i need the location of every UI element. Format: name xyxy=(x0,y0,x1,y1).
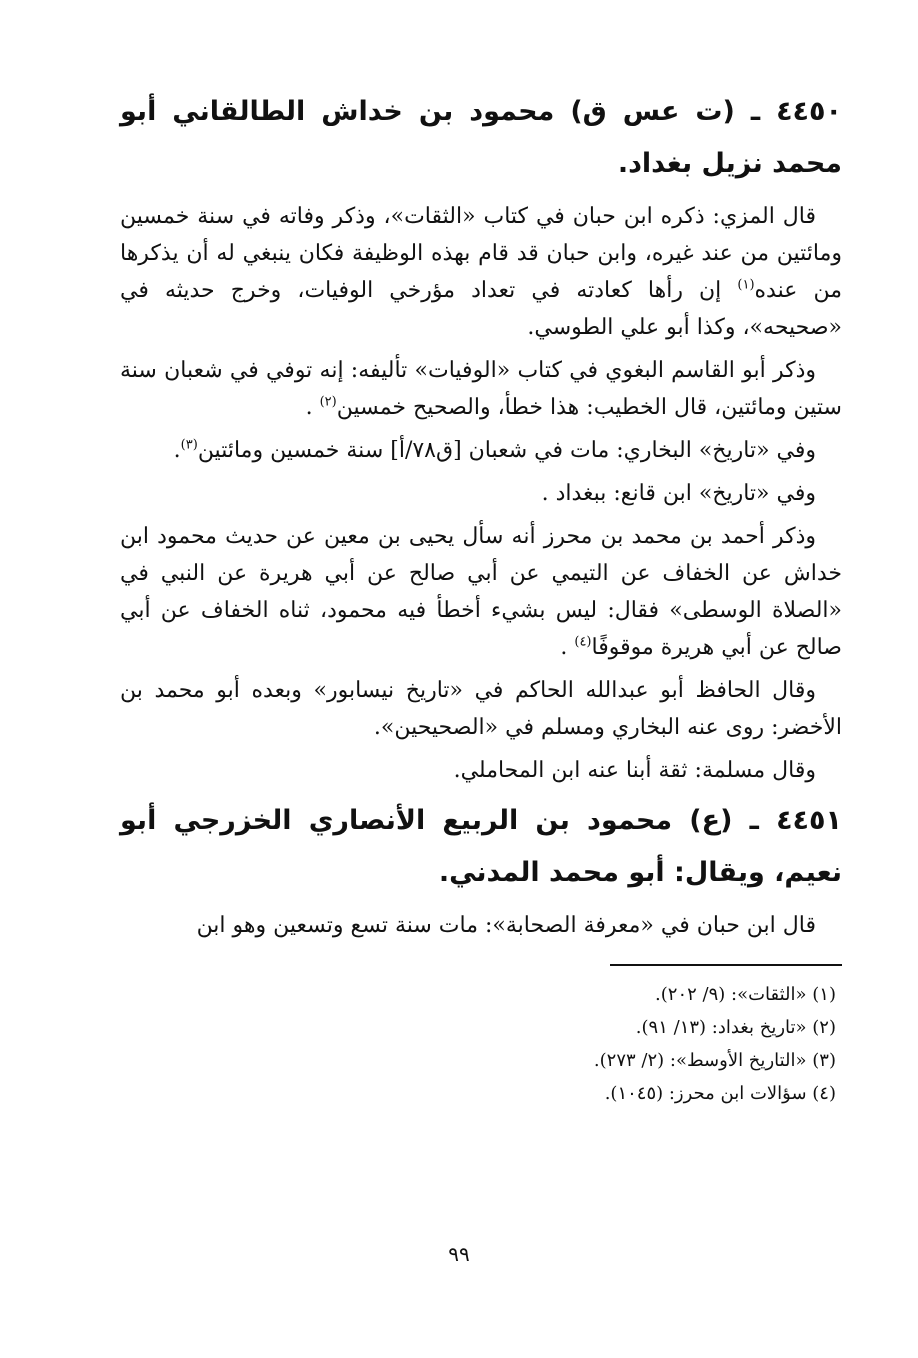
entry-heading: ٤٤٥٠ ـ (ت عس ق) محمود بن خداش الطالقاني أبو محمد نزيل بغداد. xyxy=(120,96,842,179)
footnote-item: (١) «الثقات»: (٩/ ٢٠٢). xyxy=(655,984,836,1005)
paragraph: وقال مسلمة: ثقة أبنا عنه ابن المحاملي. xyxy=(453,758,816,783)
paragraph: قال ابن حبان في «معرفة الصحابة»: مات سنة تسع وتسعين وهو ابن xyxy=(196,913,816,938)
entry-heading: ٤٤٥١ ـ (ع) محمود بن الربيع الأنصاري الخزرجي أبو نعيم، ويقال: أبو محمد المدني. xyxy=(120,805,842,888)
paragraph: وذكر أحمد بن محمد بن محرز أنه سأل يحيى بن معين عن حديث محمود ابن خداش عن الخفاف عن التيمي عن أبي صالح عن أبي هريرة عن النبي في «الصلاة الوسطى» فقال: ليس بشيء أخطأ فيه محمود، ثناه الخفاف عن أبي صالح عن أبي هريرة موقوفًا$^{(٤)}$ . xyxy=(120,524,842,660)
entry-4450 xyxy=(120,86,842,789)
footnote-item: (٢) «تاريخ بغداد: (١٣/ ٩١). xyxy=(635,1017,836,1038)
footnote-marker[interactable]: (٢) xyxy=(319,394,337,410)
footnote-marker[interactable]: (٤) xyxy=(574,634,592,650)
paragraph: وفي «تاريخ» البخاري: مات في شعبان [ق٧٨/أ] سنة خمسين ومائتين$^{(٣)}$. xyxy=(173,437,816,463)
footnote-item: (٣) «التاريخ الأوسط»: (٢/ ٢٧٣). xyxy=(593,1050,836,1071)
entry-4451 xyxy=(120,795,842,944)
paragraph: وفي «تاريخ» ابن قانع: ببغداد . xyxy=(541,481,816,506)
paragraph: وذكر أبو القاسم البغوي في كتاب «الوفيات» تأليفه: إنه توفي في شعبان سنة ستين ومائتين، قال الخطيب: هذا خطأ، والصحيح خمسين$^{(٢)}$ . xyxy=(120,358,842,420)
paragraph: وقال الحافظ أبو عبدالله الحاكم في «تاريخ نيسابور» وبعده أبو محمد بن الأخضر: روى عنه البخاري ومسلم في «الصحيحين». xyxy=(120,678,842,740)
paragraph: قال المزي: ذكره ابن حبان في كتاب «الثقات»، وذكر وفاته في سنة خمسين ومائتين من عند غيره، وابن حبان قد قام بهذه الوظيفة فكان ينبغي له أن يذكرها من عنده$^{(١)}$ إن رأها كعادته في تعداد مؤرخي الوفيات، وخرج حديثه في «صحيحه»، وكذا أبو علي الطوسي. xyxy=(120,204,842,340)
footnote-divider xyxy=(610,964,842,966)
footnote-marker[interactable]: (١) xyxy=(737,277,755,293)
page-number: ٩٩ xyxy=(448,1242,470,1266)
footnote-marker[interactable]: (٣) xyxy=(180,437,198,453)
footnote-item: (٤) سؤالات ابن محرز: (١٠٤٥). xyxy=(604,1083,836,1104)
footnotes xyxy=(120,978,842,1110)
